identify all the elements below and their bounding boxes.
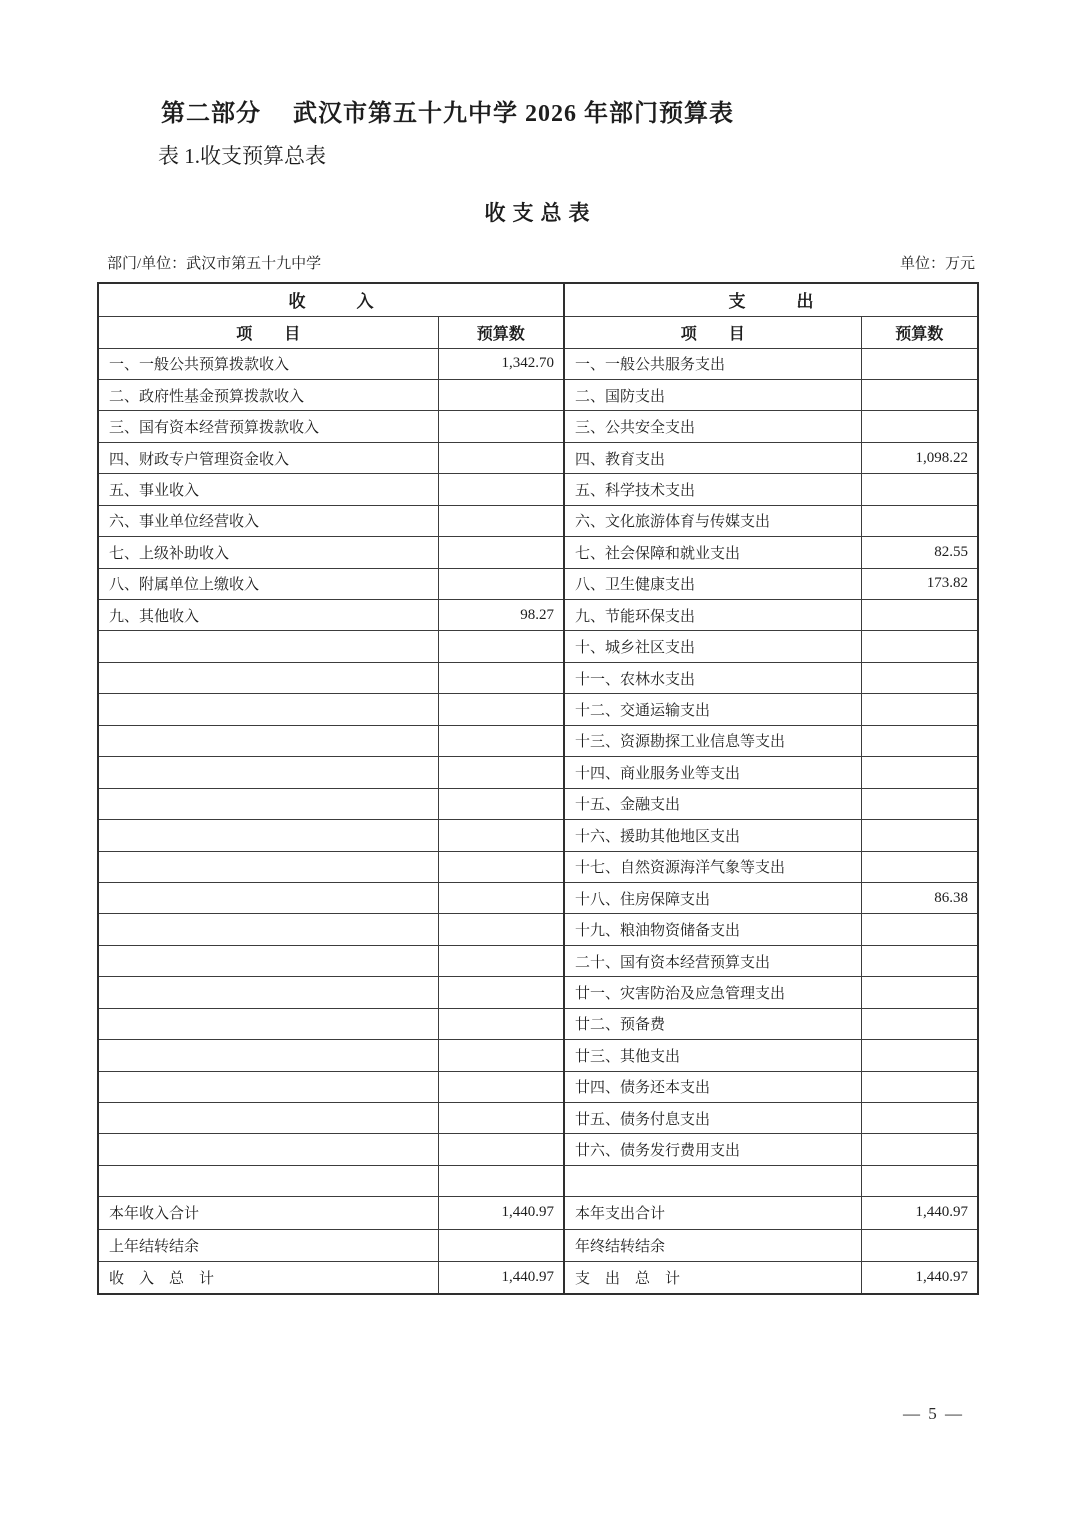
income-budget-cell — [438, 1008, 564, 1039]
income-budget-cell — [438, 537, 564, 568]
table-row — [98, 1229, 978, 1261]
expense-budget-cell — [861, 757, 978, 788]
income-item-cell — [98, 914, 438, 945]
expense-item-cell: 廿六、债务发行费用支出 — [564, 1134, 861, 1165]
expense-item-cell: 廿三、其他支出 — [564, 1040, 861, 1071]
expense-item-cell: 二十、国有资本经营预算支出 — [564, 945, 861, 976]
table-row — [98, 977, 978, 1008]
table-header — [98, 283, 978, 348]
income-item-cell — [98, 1008, 438, 1039]
table-row — [98, 631, 978, 662]
income-item-cell: 上年结转结余 — [98, 1229, 438, 1261]
income-item-cell: 五、事业收入 — [98, 474, 438, 505]
income-budget-cell — [438, 1103, 564, 1134]
expense-item-cell: 十二、交通运输支出 — [564, 694, 861, 725]
income-budget-cell — [438, 945, 564, 976]
department-unit-label: 部门/单位：武汉市第五十九中学 — [107, 256, 322, 272]
table-row — [98, 1261, 978, 1293]
table-row — [98, 1197, 978, 1229]
income-budget-cell — [438, 1071, 564, 1102]
table-row — [98, 474, 978, 505]
table-row — [98, 1103, 978, 1134]
expense-item-cell: 十六、援助其他地区支出 — [564, 820, 861, 851]
expense-budget-cell — [861, 725, 978, 756]
income-item-cell — [98, 945, 438, 976]
table-row — [98, 600, 978, 631]
expense-budget-cell: 1,440.97 — [861, 1261, 978, 1293]
expense-item-cell: 十八、住房保障支出 — [564, 882, 861, 913]
table-row — [98, 914, 978, 945]
income-item-column-header: 项 目 — [98, 316, 438, 348]
expense-item-cell: 七、社会保障和就业支出 — [564, 537, 861, 568]
expense-item-cell: 十、城乡社区支出 — [564, 631, 861, 662]
table-row — [98, 442, 978, 473]
expense-item-cell: 十三、资源勘探工业信息等支出 — [564, 725, 861, 756]
expense-budget-cell — [861, 505, 978, 536]
expense-item-cell: 一、一般公共服务支出 — [564, 348, 861, 379]
expense-budget-cell: 1,098.22 — [861, 442, 978, 473]
currency-unit-label: 单位：万元 — [899, 256, 975, 272]
income-item-cell — [98, 788, 438, 819]
income-item-cell: 七、上级补助收入 — [98, 537, 438, 568]
income-item-cell — [98, 820, 438, 851]
expense-budget-cell — [861, 379, 978, 410]
expense-item-cell: 廿一、灾害防治及应急管理支出 — [564, 977, 861, 1008]
expense-budget-cell — [861, 1134, 978, 1165]
income-budget-cell — [438, 379, 564, 410]
expense-budget-cell — [861, 851, 978, 882]
table-row — [98, 348, 978, 379]
expense-budget-cell: 173.82 — [861, 568, 978, 599]
expense-budget-cell — [861, 1103, 978, 1134]
expense-item-cell: 廿四、债务还本支出 — [564, 1071, 861, 1102]
income-item-cell — [98, 694, 438, 725]
income-item-cell — [98, 851, 438, 882]
income-item-cell — [98, 977, 438, 1008]
expense-budget-cell — [861, 977, 978, 1008]
income-budget-cell: 1,440.97 — [438, 1261, 564, 1293]
table-row — [98, 882, 978, 913]
table-row — [98, 820, 978, 851]
expense-item-cell: 三、公共安全支出 — [564, 411, 861, 442]
income-budget-cell — [438, 788, 564, 819]
expense-budget-cell: 82.55 — [861, 537, 978, 568]
income-item-cell — [98, 725, 438, 756]
expense-item-cell: 四、教育支出 — [564, 442, 861, 473]
expense-item-cell: 八、卫生健康支出 — [564, 568, 861, 599]
table-row — [98, 537, 978, 568]
income-budget-cell — [438, 914, 564, 945]
income-item-cell: 收 入 总 计 — [98, 1261, 438, 1293]
income-budget-cell: 1,342.70 — [438, 348, 564, 379]
income-budget-cell — [438, 505, 564, 536]
income-item-cell: 四、财政专户管理资金收入 — [98, 442, 438, 473]
expense-item-cell: 十九、粮油物资储备支出 — [564, 914, 861, 945]
table-row — [98, 411, 978, 442]
table-row — [98, 1165, 978, 1196]
expense-item-cell: 十五、金融支出 — [564, 788, 861, 819]
income-budget-column-header: 预算数 — [438, 316, 564, 348]
income-item-cell: 二、政府性基金预算拨款收入 — [98, 379, 438, 410]
expense-budget-cell — [861, 631, 978, 662]
expense-budget-cell: 86.38 — [861, 882, 978, 913]
expense-budget-cell — [861, 914, 978, 945]
income-item-cell: 六、事业单位经营收入 — [98, 505, 438, 536]
income-item-cell — [98, 1103, 438, 1134]
expense-budget-column-header: 预算数 — [861, 316, 978, 348]
section-header-row — [98, 283, 978, 316]
expense-budget-cell — [861, 1008, 978, 1039]
table-meta-line — [97, 252, 977, 273]
expense-item-cell: 十一、农林水支出 — [564, 662, 861, 693]
expense-budget-cell — [861, 945, 978, 976]
expense-item-cell: 二、国防支出 — [564, 379, 861, 410]
income-item-cell: 一、一般公共预算拨款收入 — [98, 348, 438, 379]
expense-budget-cell — [861, 788, 978, 819]
income-budget-cell — [438, 411, 564, 442]
expense-item-cell — [564, 1165, 861, 1196]
income-budget-cell — [438, 882, 564, 913]
income-budget-cell — [438, 442, 564, 473]
income-section-header: 收 入 — [98, 283, 564, 316]
income-item-cell — [98, 1071, 438, 1102]
income-item-cell — [98, 1165, 438, 1196]
expense-budget-cell — [861, 662, 978, 693]
income-budget-cell — [438, 1165, 564, 1196]
table-row — [98, 945, 978, 976]
table-row — [98, 757, 978, 788]
expense-budget-cell — [861, 1071, 978, 1102]
expense-budget-cell — [861, 1040, 978, 1071]
expense-item-cell: 廿五、债务付息支出 — [564, 1103, 861, 1134]
income-item-cell — [98, 757, 438, 788]
expense-item-cell: 本年支出合计 — [564, 1197, 861, 1229]
expense-item-cell: 支 出 总 计 — [564, 1261, 861, 1293]
income-budget-cell — [438, 725, 564, 756]
income-item-cell: 九、其他收入 — [98, 600, 438, 631]
income-item-cell: 三、国有资本经营预算拨款收入 — [98, 411, 438, 442]
income-budget-cell — [438, 977, 564, 1008]
income-item-cell: 八、附属单位上缴收入 — [98, 568, 438, 599]
income-item-cell — [98, 631, 438, 662]
budget-summary-table — [97, 282, 979, 1295]
income-budget-cell — [438, 1040, 564, 1071]
income-item-cell — [98, 662, 438, 693]
income-item-cell — [98, 1134, 438, 1165]
income-budget-cell — [438, 474, 564, 505]
expense-item-column-header: 项 目 — [564, 316, 861, 348]
income-budget-cell — [438, 820, 564, 851]
expense-budget-cell: 1,440.97 — [861, 1197, 978, 1229]
income-budget-cell — [438, 631, 564, 662]
table-row — [98, 694, 978, 725]
income-item-cell: 本年收入合计 — [98, 1197, 438, 1229]
expense-item-cell: 年终结转结余 — [564, 1229, 861, 1261]
table-row — [98, 851, 978, 882]
table-row — [98, 725, 978, 756]
expense-item-cell: 廿二、预备费 — [564, 1008, 861, 1039]
table-number-label: 表 1.收支预算总表 — [158, 144, 326, 168]
expense-item-cell: 十四、商业服务业等支出 — [564, 757, 861, 788]
expense-section-header: 支 出 — [564, 283, 978, 316]
expense-budget-cell — [861, 348, 978, 379]
table-caption: 收支总表 — [484, 201, 597, 225]
table-row — [98, 662, 978, 693]
table-row — [98, 379, 978, 410]
income-item-cell — [98, 1040, 438, 1071]
section-title: 第二部分 武汉市第五十九中学 2026 年部门预算表 — [161, 101, 734, 127]
income-budget-cell: 1,440.97 — [438, 1197, 564, 1229]
expense-budget-cell — [861, 820, 978, 851]
table-row — [98, 1134, 978, 1165]
table-row — [98, 1008, 978, 1039]
income-budget-cell — [438, 662, 564, 693]
income-budget-cell: 98.27 — [438, 600, 564, 631]
expense-budget-cell — [861, 411, 978, 442]
expense-item-cell: 五、科学技术支出 — [564, 474, 861, 505]
income-budget-cell — [438, 568, 564, 599]
income-item-cell — [98, 882, 438, 913]
table-row — [98, 568, 978, 599]
table-row — [98, 788, 978, 819]
expense-item-cell: 九、节能环保支出 — [564, 600, 861, 631]
expense-budget-cell — [861, 694, 978, 725]
expense-budget-cell — [861, 1165, 978, 1196]
page-number: — 5 — — [903, 1404, 964, 1423]
income-budget-cell — [438, 694, 564, 725]
income-budget-cell — [438, 851, 564, 882]
income-budget-cell — [438, 1229, 564, 1261]
expense-budget-cell — [861, 1229, 978, 1261]
table-row — [98, 1040, 978, 1071]
budget-table-body — [98, 348, 978, 1294]
table-row — [98, 1071, 978, 1102]
table-row — [98, 505, 978, 536]
expense-item-cell: 十七、自然资源海洋气象等支出 — [564, 851, 861, 882]
income-budget-cell — [438, 757, 564, 788]
column-header-row — [98, 316, 978, 348]
income-budget-cell — [438, 1134, 564, 1165]
expense-budget-cell — [861, 600, 978, 631]
expense-item-cell: 六、文化旅游体育与传媒支出 — [564, 505, 861, 536]
expense-budget-cell — [861, 474, 978, 505]
